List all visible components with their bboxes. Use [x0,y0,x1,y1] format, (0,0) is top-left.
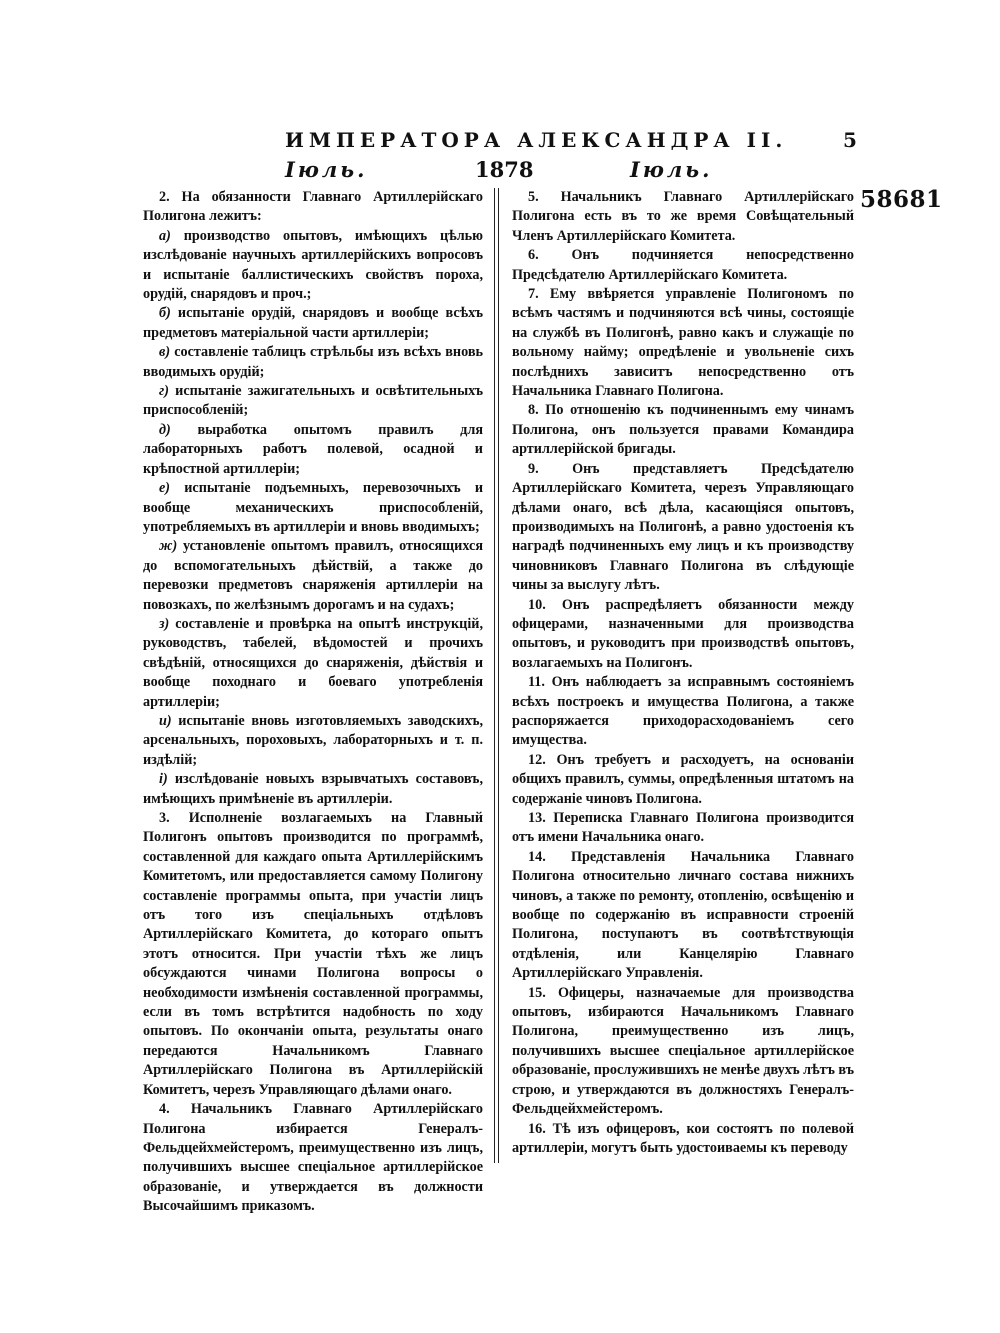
paragraph-text: 14. Представленія Начальника Главнаго Полигона относительно личнаго состава нижнихъ чиновъ, а также по ремонту, отопленію, освѣщенію и вообще по содержанію въ исправности строеній Полигона, поступаютъ въ соотвѣтствующія отдѣленія, или Канцелярію Главнаго Артиллерійскаго Управленія. [512,848,854,982]
clause-letter: д) [159,421,171,438]
left-column [143,188,483,1217]
clause-letter: е) [159,480,171,497]
clause-letter: в) [159,344,171,361]
clause-text: производство опытовъ, имѣющихъ цѣлью изслѣдованіе научныхъ артиллерійскихъ вопросовъ и испытаніе баллистическихъ свойствъ пороха, орудій, снарядовъ и проч.; [143,227,483,303]
clause-zh [143,537,483,615]
column-divider-left [494,188,495,1163]
article-6 [512,246,854,285]
month-left: Іюль. [285,157,368,182]
paragraph-text: 12. Онъ требуетъ и расходуетъ, на основаніи общихъ правилъ, суммы, опредѣленныя штатомъ на содержаніе чиновъ Полигона. [512,751,854,807]
clause-text: выработка опытомъ правилъ для лабораторныхъ работъ полевой, осадной и крѣпостной артиллеріи; [143,421,483,477]
clause-letter: з) [159,615,170,632]
clause-text: испытаніе вновь изготовляемыхъ заводскихъ, арсенальныхъ, пороховыхъ, лабораторныхъ и т. п. издѣлій; [143,712,484,768]
article-13 [512,809,854,848]
clause-letter: ж) [159,538,178,555]
paragraph-text: 9. Онъ представляетъ Предсѣдателю Артиллерійскаго Комитета, черезъ Управляющаго дѣлами онаго, всѣ дѣла, касающіяся опытовъ, производимыхъ на Полигонѣ, а равно удостоенія къ наградѣ подчиненныхъ ему лицъ и къ производству чиновниковъ Главнаго Полигона въ слѣдующіе чины за выслугу лѣтъ. [512,460,854,594]
clause-a [143,227,483,305]
article-16 [512,1120,854,1159]
article-9 [512,460,854,596]
paragraph-text: 8. По отношенію къ подчиненнымъ ему чинамъ Полигона, онъ пользуется правами Командира артиллерійской бригады. [512,402,854,458]
clause-letter: а) [159,227,171,244]
paragraph-text: 16. Тѣ изъ офицеровъ, кои состоятъ по полевой артиллеріи, могутъ быть удостоиваемы къ переводу [512,1120,854,1156]
paragraph-text: 10. Онъ распредѣляетъ обязанности между офицерами, назначенными для производства опытовъ, и руководитъ при производствѣ опытовъ, возлагаемыхъ на Полигонъ. [512,596,854,671]
clause-i-dec [143,770,483,809]
article-7 [512,285,854,401]
clause-letter: і) [159,771,168,788]
right-column [512,188,854,1158]
clause-text: испытаніе подъемныхъ, перевозочныхъ и вообще механическихъ приспособленій, употребляемыхъ въ артиллеріи и вновь вводимыхъ; [143,480,483,535]
month-right: Іюль. [630,157,713,182]
clause-e [143,479,483,537]
clause-b [143,304,483,343]
clause-letter: г) [159,383,169,400]
article-10 [512,596,854,674]
running-head: ИМПЕРАТОРА АЛЕКСАНДРА II. [285,128,788,152]
clause-text: испытаніе орудій, снарядовъ и вообще всѣхъ предметовъ матеріальной части артиллеріи; [143,305,484,341]
clause-g [143,382,483,421]
paragraph-text: 13. Переписка Главнаго Полигона производится отъ имени Начальника онаго. [512,810,854,846]
clause-v [143,343,483,382]
article-15 [512,984,854,1120]
paragraph-text: 4. Начальникъ Главнаго Артиллерійскаго Полигона избирается Генералъ-Фельдцейхмейстеромъ, преимущественно изъ лицъ, получившихъ высшее спеціальное артиллерійское образованіе, и утверждается въ должности Высочайшимъ приказомъ. [143,1101,483,1215]
article-5 [512,188,854,246]
clause-text: изслѣдованіе новыхъ взрывчатыхъ составовъ, имѣющихъ примѣненіе въ артиллеріи. [143,771,484,807]
clause-letter: и) [159,712,172,729]
clause-letter: б) [159,305,171,322]
paragraph-text: 6. Онъ подчиняется непосредственно Предсѣдателю Артиллерійскаго Комитета. [512,247,854,283]
article-11 [512,673,854,751]
paragraph-text: 3. Исполненіе возлагаемыхъ на Главный Полигонъ опытовъ производится по программѣ, составленной для каждаго опыта Артиллерійскимъ Комитетомъ, или предоставляется самому Полигону составленіе программы опыта, при участіи лицъ отъ того изъ спеціальныхъ отдѣловъ Артиллерійскаго Комитета, до котораго опытъ этотъ относится. При участіи тѣхъ же лицъ обсуждаются чинами Полигона вопросы о необходимости измѣненія составленной программы, если въ томъ встрѣтится надобность по ходу опытовъ. По окончаніи опыта, результаты онаго передаются Начальникомъ Главнаго Артиллерійскаго Полигона въ Артиллерійскій Комитетъ, черезъ Управляющаго дѣлами онаго. [143,810,483,1098]
paragraph-text: 2. На обязанности Главнаго Артиллерійскаго Полигона лежитъ: [143,189,483,225]
clause-text: составленіе и провѣрка на опытѣ инструкцій, руководствъ, табелей, вѣдомостей и прочихъ свѣдѣній, относящихся до снаряженія, дѣйствія и вообще походнаго и боеваго употребленія артиллеріи; [143,615,483,710]
article-4 [143,1100,483,1216]
law-number: 58681 [860,186,943,213]
clause-d [143,421,483,479]
clause-z [143,615,483,712]
page-number: 5 [843,128,857,152]
paragraph-text: 5. Начальникъ Главнаго Артиллерійскаго Полигона есть въ то же время Совѣщательный Членъ Артиллерійскаго Комитета. [512,189,854,244]
clause-text: испытаніе зажигательныхъ и освѣтительныхъ приспособленій; [143,383,483,419]
article-12 [512,751,854,809]
article-2 [143,188,483,227]
clause-text: установленіе опытомъ правилъ, относящихся до вспомогательныхъ дѣйствій, а также до перевозки предметовъ снаряженія артиллеріи на повозкахъ, по желѣзнымъ дорогамъ и на судахъ; [143,538,483,613]
article-8 [512,401,854,459]
clause-i [143,712,483,770]
paragraph-text: 7. Ему ввѣряется управленіе Полигономъ по всѣмъ частямъ и подчиняются всѣ чины, состоящіе на службѣ въ Полигонѣ, равно какъ и служащіе по вольному найму; опредѣленіе и увольненіе сихъ послѣднихъ зависитъ непосредственно отъ Начальника Главнаго Полигона. [512,286,854,400]
column-divider-right [498,188,499,1163]
article-3 [143,809,483,1100]
paragraph-text: 15. Офицеры, назначаемые для производства опытовъ, избираются Начальникомъ Главнаго Полигона, преимущественно изъ лицъ, получившихъ высшее спеціальное артиллерійское образованіе, прослужившихъ не менѣе двухъ лѣтъ въ строю, и утверждаются въ должностяхъ Генералъ-Фельдцейхмейстеромъ. [512,984,854,1118]
paragraph-text: 11. Онъ наблюдаетъ за исправнымъ состояніемъ всѣхъ построекъ и имущества Полигона, а также распоряжается приходорасходованіемъ сего имущества. [512,674,854,749]
article-14 [512,848,854,984]
clause-text: составленіе таблицъ стрѣльбы изъ всѣхъ вновь вводимыхъ орудій; [143,344,484,380]
year: 1878 [475,157,534,182]
